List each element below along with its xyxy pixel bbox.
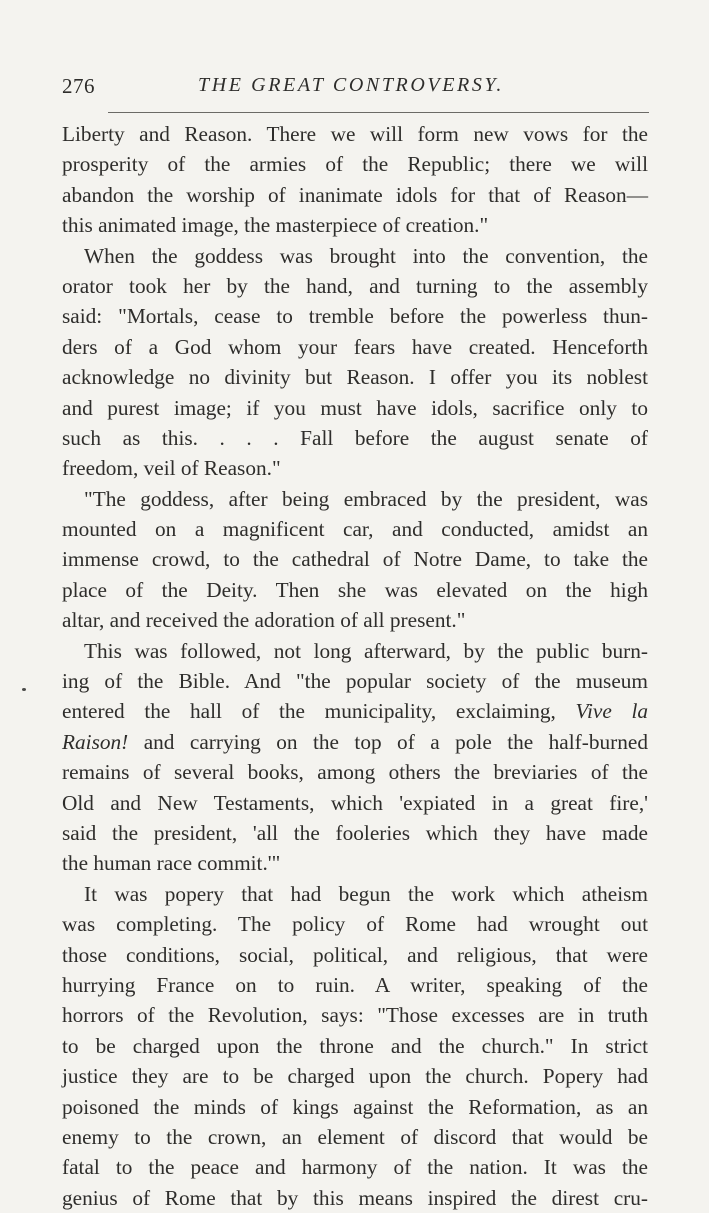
text-line: to be charged upon the throne and the church." In strict xyxy=(62,1033,648,1058)
page-header xyxy=(62,74,648,104)
page-number: 276 xyxy=(62,74,95,98)
text-line: hurrying France on to ruin. A writer, speaking of the xyxy=(62,972,648,997)
text-line: Old and New Testaments, which 'expiated in a great fire,' xyxy=(62,790,648,815)
italic-phrase: Vive la xyxy=(575,699,649,724)
text-line: mounted on a magnificent car, and conducted, amidst an xyxy=(62,517,648,542)
text-line: freedom, veil of Reason." xyxy=(62,456,281,481)
text-line: It was popery that had begun the work which atheism xyxy=(84,881,648,906)
body-text xyxy=(62,119,648,1213)
text-line: When the goddess was brought into the convention, the xyxy=(84,243,648,268)
text-line: the human race commit.'" xyxy=(62,851,281,876)
text-line: place of the Deity. Then she was elevated on the high xyxy=(62,577,648,602)
text-line: immense crowd, to the cathedral of Notre Dame, to take the xyxy=(62,547,648,572)
text-line: abandon the worship of inanimate idols for that of Reason— xyxy=(62,182,648,207)
header-rule xyxy=(108,112,649,113)
text-line: "The goddess, after being embraced by the president, was xyxy=(84,486,648,511)
text-line: entered the hall of the municipality, exclaiming, Vive la xyxy=(62,699,649,724)
text-line: altar, and received the adoration of all present." xyxy=(62,608,466,633)
text-line: was completing. The policy of Rome had wrought out xyxy=(62,912,648,937)
text-line: poisoned the minds of kings against the Reformation, as an xyxy=(62,1094,648,1119)
text-line: said: "Mortals, cease to tremble before the powerless thun- xyxy=(62,304,648,329)
text-line: orator took her by the hand, and turning to the assembly xyxy=(62,273,648,298)
text-line: those conditions, social, political, and religious, that were xyxy=(62,942,648,967)
text-line: Raison! and carrying on the top of a pole the half-burned xyxy=(62,729,648,754)
text-line: this animated image, the masterpiece of creation." xyxy=(62,213,489,238)
text-line: ing of the Bible. And "the popular society of the museum xyxy=(62,669,648,694)
text-line: This was followed, not long afterward, by the public burn- xyxy=(84,638,648,663)
text-line: prosperity of the armies of the Republic; there we will xyxy=(62,152,648,177)
text-line: horrors of the Revolution, says: "Those excesses are in truth xyxy=(62,1003,648,1028)
text-line: remains of several books, among others the breviaries of the xyxy=(62,760,648,785)
italic-phrase: Raison! xyxy=(62,729,129,754)
text-line: and purest image; if you must have idols, sacrifice only to xyxy=(62,395,648,420)
text-line: justice they are to be charged upon the church. Popery had xyxy=(62,1064,648,1089)
running-head: THE GREAT CONTROVERSY. xyxy=(198,74,504,96)
text-line: genius of Rome that by this means inspired the direst cru- xyxy=(62,1185,648,1210)
text-line: enemy to the crown, an element of discord that would be xyxy=(62,1124,648,1149)
margin-speck xyxy=(22,688,26,691)
text-line: such as this. . . . Fall before the august senate of xyxy=(62,425,648,450)
text-line: said the president, 'all the fooleries which they have made xyxy=(62,820,648,845)
text-line: Liberty and Reason. There we will form new vows for the xyxy=(62,122,648,146)
text-line: acknowledge no divinity but Reason. I offer you its noblest xyxy=(62,365,648,390)
text-line: fatal to the peace and harmony of the nation. It was the xyxy=(62,1155,648,1180)
text-line: ders of a God whom your fears have created. Henceforth xyxy=(62,334,648,359)
